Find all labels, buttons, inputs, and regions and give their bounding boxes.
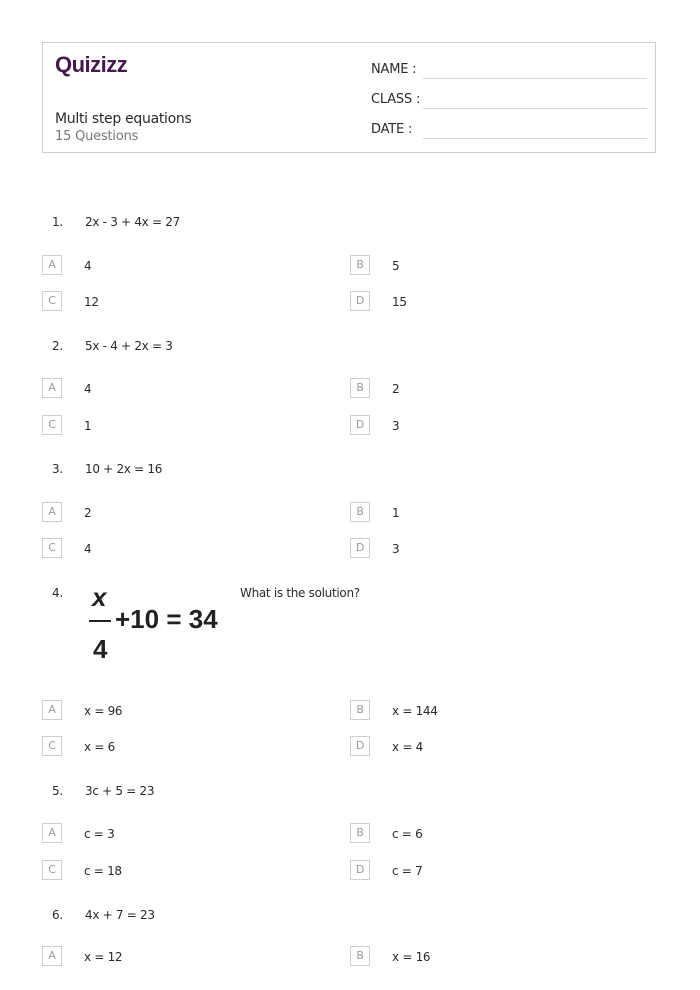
date-line <box>423 138 647 139</box>
option-letter-box: C <box>42 538 62 558</box>
option-value: 2 <box>84 506 92 520</box>
question-number: 4. <box>52 586 63 600</box>
class-field[interactable] <box>371 92 647 108</box>
option-value: 4 <box>84 542 92 556</box>
option-letter-box: B <box>350 946 370 966</box>
equation-numerator: x <box>92 582 107 612</box>
option-letter-box: D <box>350 736 370 756</box>
option-value: x = 144 <box>392 704 438 718</box>
question-text: 10 + 2x = 16 <box>85 462 163 476</box>
date-label: DATE : <box>371 122 413 137</box>
equation-rest: +10 = 34 <box>115 604 218 634</box>
option-letter-box: B <box>350 378 370 398</box>
option-value: 4 <box>84 259 92 273</box>
question-text: 4x + 7 = 23 <box>85 908 155 922</box>
option-letter-box: D <box>350 860 370 880</box>
question-text: 5x - 4 + 2x = 3 <box>85 339 173 353</box>
option-letter-box: C <box>42 736 62 756</box>
option-value: 3 <box>392 419 400 433</box>
question-count: 15 Questions <box>55 129 139 144</box>
quizizz-logo: Quizizz <box>55 52 128 77</box>
equation-denominator: 4 <box>93 634 108 664</box>
option-value: x = 16 <box>392 950 431 964</box>
option-value: 2 <box>392 382 400 396</box>
worksheet-header <box>42 42 656 153</box>
option-letter-box: C <box>42 291 62 311</box>
option-value: 12 <box>84 295 99 309</box>
option-letter-box: D <box>350 415 370 435</box>
question-number: 5. <box>52 784 63 798</box>
option-value: x = 6 <box>84 740 115 754</box>
option-letter-box: A <box>42 255 62 275</box>
option-value: 5 <box>392 259 400 273</box>
date-field[interactable] <box>371 122 647 138</box>
question-text: What is the solution? <box>240 586 360 600</box>
question-text: 3c + 5 = 23 <box>85 784 155 798</box>
option-letter-box: D <box>350 538 370 558</box>
option-value: x = 12 <box>84 950 123 964</box>
option-letter-box: D <box>350 291 370 311</box>
option-letter-box: A <box>42 946 62 966</box>
name-field[interactable] <box>371 62 647 78</box>
option-letter-box: A <box>42 502 62 522</box>
question-number: 1. <box>52 215 63 229</box>
option-letter-box: B <box>350 255 370 275</box>
option-value: c = 7 <box>392 864 423 878</box>
option-value: x = 96 <box>84 704 123 718</box>
question-number: 2. <box>52 339 63 353</box>
question-text: 2x - 3 + 4x = 27 <box>85 215 180 229</box>
option-letter-box: C <box>42 860 62 880</box>
class-label: CLASS : <box>371 92 421 107</box>
name-label: NAME : <box>371 62 417 77</box>
option-value: c = 6 <box>392 827 423 841</box>
option-value: 1 <box>392 506 400 520</box>
question-number: 6. <box>52 908 63 922</box>
option-letter-box: B <box>350 700 370 720</box>
worksheet-title: Multi step equations <box>55 111 192 127</box>
option-letter-box: A <box>42 378 62 398</box>
option-value: x = 4 <box>392 740 423 754</box>
option-value: 3 <box>392 542 400 556</box>
option-value: c = 18 <box>84 864 122 878</box>
option-letter-box: B <box>350 502 370 522</box>
option-value: 4 <box>84 382 92 396</box>
option-value: 15 <box>392 295 407 309</box>
name-line <box>423 78 647 79</box>
option-value: 1 <box>84 419 92 433</box>
option-letter-box: A <box>42 823 62 843</box>
option-value: c = 3 <box>84 827 115 841</box>
option-letter-box: A <box>42 700 62 720</box>
equation-image <box>85 582 235 677</box>
question-number: 3. <box>52 462 63 476</box>
option-letter-box: C <box>42 415 62 435</box>
option-letter-box: B <box>350 823 370 843</box>
fraction-bar <box>89 620 111 622</box>
class-line <box>423 108 647 109</box>
